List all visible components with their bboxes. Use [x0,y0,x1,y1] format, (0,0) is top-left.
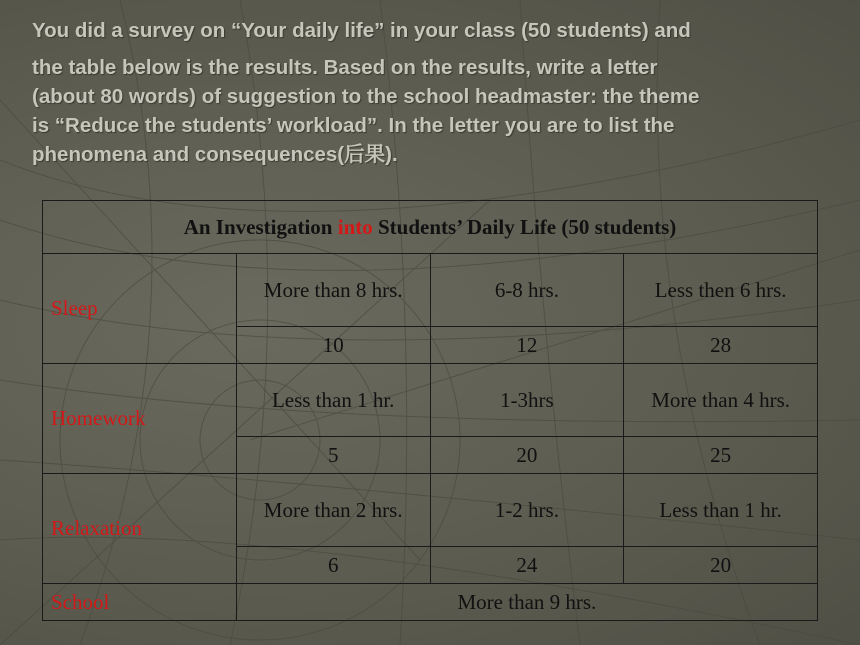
table-cell: Less than 1 hr. [236,364,430,437]
prompt-line-1: You did a survey on “Your daily life” in your class (50 students) and [32,19,691,42]
table-cell: 24 [430,547,624,584]
table-cell: 1-2 hrs. [430,474,624,547]
title-highlight: into [337,214,373,239]
table-row [43,584,818,621]
table-cell: 5 [236,437,430,474]
table-cell: 25 [624,437,818,474]
table-row [43,474,818,547]
survey-table [42,200,818,621]
table-cell: More than 2 hrs. [236,474,430,547]
category-relaxation: Relaxation [43,474,237,584]
table-row [43,364,818,437]
table-cell: 10 [236,327,430,364]
prompt-line-5: phenomena and consequences(后果). [32,143,398,166]
table-cell: 6 [236,547,430,584]
table-cell: 1-3hrs [430,364,624,437]
table-cell: More than 4 hrs. [624,364,818,437]
table-cell: Less than 1 hr. [624,474,818,547]
table-cell: Less then 6 hrs. [624,254,818,327]
table-title [43,201,818,254]
table-cell: More than 8 hrs. [236,254,430,327]
category-school: School [43,584,237,621]
prompt-line-3: (about 80 words) of suggestion to the school headmaster: the theme [32,85,700,108]
assignment-prompt [32,16,832,169]
table-cell: More than 9 hrs. [236,584,817,621]
table-cell: 20 [624,547,818,584]
table-title-row [43,201,818,254]
prompt-line-2: the table below is the results. Based on the results, write a letter [32,56,658,79]
table-cell: 20 [430,437,624,474]
table-cell: 28 [624,327,818,364]
table-cell: 6-8 hrs. [430,254,624,327]
prompt-line-4: is “Reduce the students’ workload”. In the letter you are to list the [32,114,675,137]
table-cell: 12 [430,327,624,364]
title-prefix: An Investigation [183,214,338,239]
category-sleep: Sleep [43,254,237,364]
category-homework: Homework [43,364,237,474]
table-row [43,254,818,327]
title-suffix: Students’ Daily Life (50 students) [372,214,677,239]
